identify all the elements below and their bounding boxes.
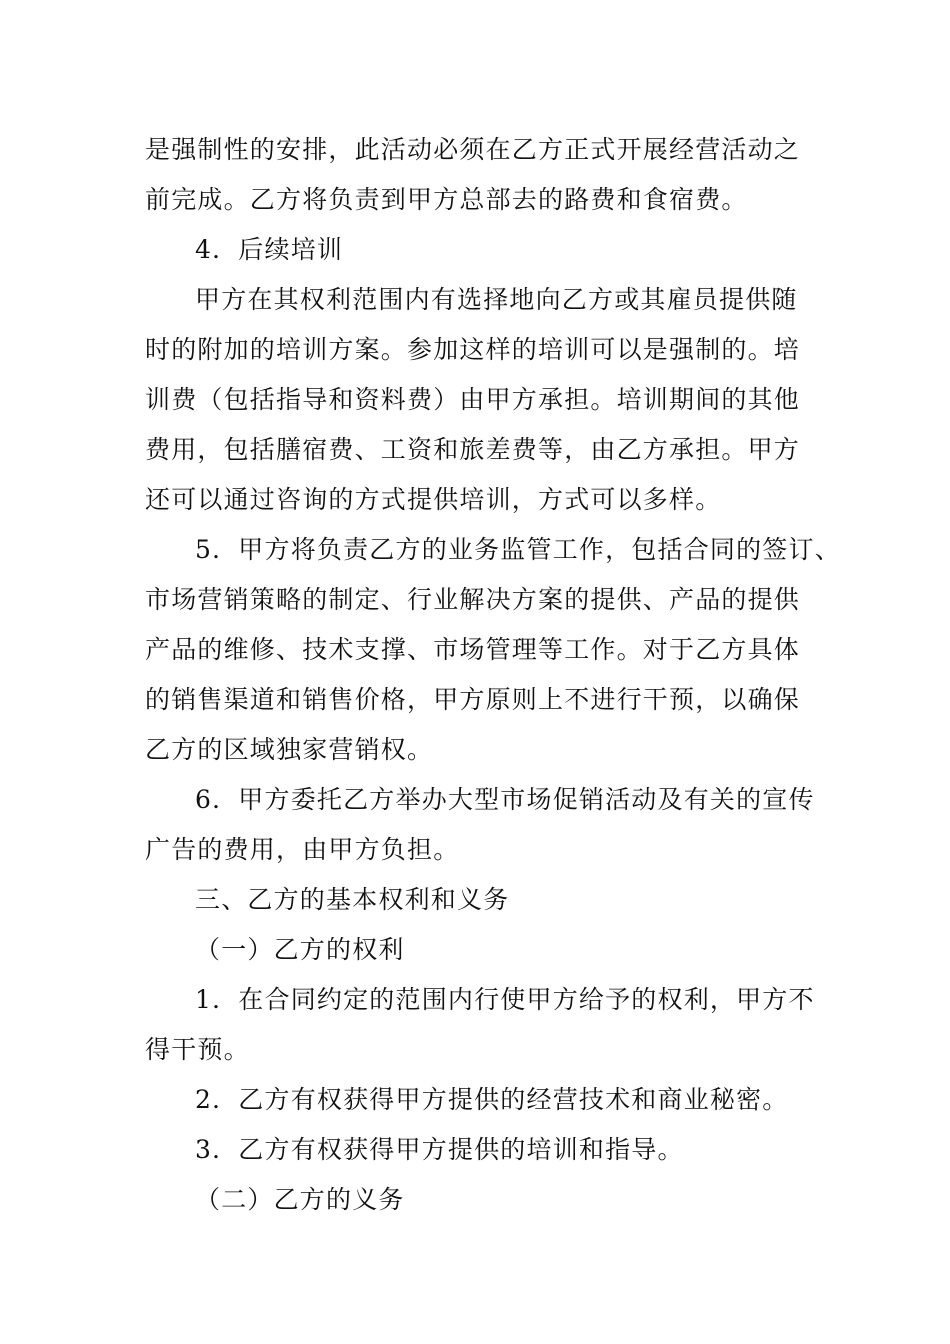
text-line: 费用，包括膳宿费、工资和旅差费等，由乙方承担。甲方 xyxy=(145,435,801,464)
text-line: 是强制性的安排，此活动必须在乙方正式开展经营活动之 xyxy=(145,135,801,164)
text-line: 前完成。乙方将负责到甲方总部去的路费和食宿费。 xyxy=(145,185,748,214)
text-line: 广告的费用，由甲方负担。 xyxy=(145,835,460,864)
paragraph-start: 2．乙方有权获得甲方提供的经营技术和商业秘密。 xyxy=(195,1085,789,1114)
section-heading: 三、乙方的基本权利和义务 xyxy=(195,885,510,914)
subsection-heading: （二）乙方的义务 xyxy=(195,1185,405,1214)
paragraph-start: 6．甲方委托乙方举办大型市场促销活动及有关的宣传 xyxy=(195,785,815,814)
section-heading: 4．后续培训 xyxy=(195,235,344,264)
paragraph-start: 1．在合同约定的范围内行使甲方给予的权利，甲方不 xyxy=(195,985,815,1014)
paragraph-start: 5．甲方将负责乙方的业务监管工作，包括合同的签订、 xyxy=(195,535,841,564)
text-line: 的销售渠道和销售价格，甲方原则上不进行干预，以确保 xyxy=(145,685,801,714)
text-line: 时的附加的培训方案。参加这样的培训可以是强制的。培 xyxy=(145,335,801,364)
subsection-heading: （一）乙方的权利 xyxy=(195,935,405,964)
text-line: 得干预。 xyxy=(145,1035,250,1064)
text-line: 乙方的区域独家营销权。 xyxy=(145,735,434,764)
text-line: 产品的维修、技术支撑、市场管理等工作。对于乙方具体 xyxy=(145,635,801,664)
text-line: 还可以通过咨询的方式提供培训，方式可以多样。 xyxy=(145,485,722,514)
paragraph-start: 3．乙方有权获得甲方提供的培训和指导。 xyxy=(195,1135,684,1164)
text-line: 市场营销策略的制定、行业解决方案的提供、产品的提供 xyxy=(145,585,801,614)
paragraph-start: 甲方在其权利范围内有选择地向乙方或其雇员提供随 xyxy=(195,285,798,314)
text-line: 训费（包括指导和资料费）由甲方承担。培训期间的其他 xyxy=(145,385,801,414)
